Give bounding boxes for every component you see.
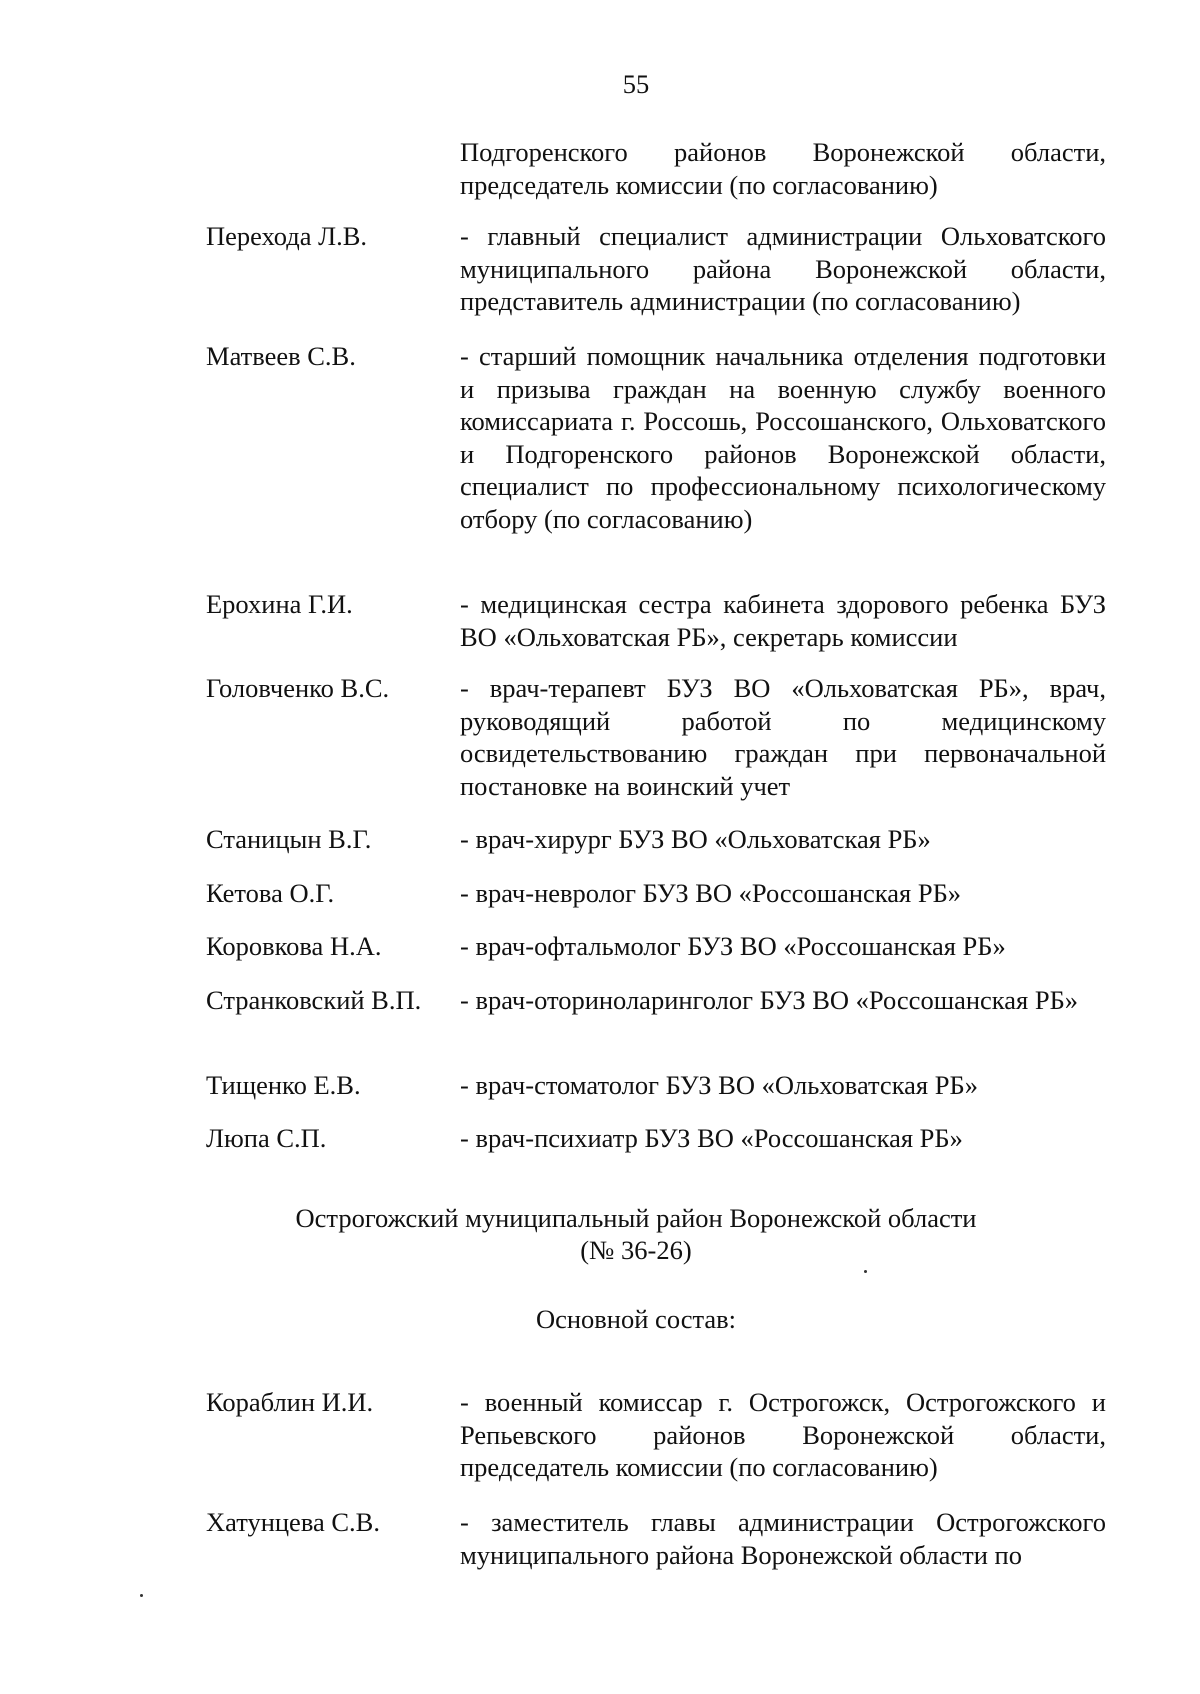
member-role: - врач-невролог БУЗ ВО «Россошанская РБ» (460, 878, 962, 908)
section-title: Острогожский муниципальный район Воронежской области (295, 1203, 977, 1233)
section-code: (№ 36-26) (580, 1235, 692, 1265)
member-name: Матвеев С.В. (206, 341, 356, 371)
member-name: Кораблин И.И. (206, 1387, 374, 1417)
member-name: Тищенко Е.В. (206, 1070, 361, 1100)
member-role: - главный специалист администрации Ольховатского муниципального района Воронежской области, представитель администрации (по согласованию) (460, 221, 1106, 316)
member-role: - врач-психиатр БУЗ ВО «Россошанская РБ» (460, 1123, 963, 1153)
intro-text: Подгоренского районов Воронежской области, председатель комиссии (по согласованию) (460, 137, 1106, 200)
member-name: Люпа С.П. (206, 1123, 327, 1153)
scan-speck (140, 1594, 143, 1597)
member-role: - медицинская сестра кабинета здорового ребенка БУЗ ВО «Ольховатская РБ», секретарь комиссии (460, 589, 1106, 652)
member-name: Головченко В.С. (206, 673, 390, 703)
page-number: 55 (622, 69, 650, 99)
member-role: - врач-офтальмолог БУЗ ВО «Россошанская РБ» (460, 931, 1006, 961)
member-role: - старший помощник начальника отделения подготовки и призыва граждан на военную службу военного комиссариата г. Россошь, Россошанского, Ольховатского и Подгоренского районов Воронежской области, специалист по профессиональному психологическому отбору (по согласованию) (460, 341, 1106, 534)
scan-speck (864, 1270, 867, 1273)
member-name: Перехода Л.В. (206, 221, 368, 251)
member-role: - заместитель главы администрации Острогожского муниципального района Воронежской области по (460, 1507, 1106, 1570)
member-role: - врач-терапевт БУЗ ВО «Ольховатская РБ», врач, руководящий работой по медицинскому освидетельствованию граждан при первоначальной постановке на воинский учет (460, 673, 1106, 801)
member-role: - врач-оториноларинголог БУЗ ВО «Россошанская РБ» (460, 985, 1079, 1015)
member-name: Ерохина Г.И. (206, 589, 353, 619)
member-name: Кетова О.Г. (206, 878, 335, 908)
member-role: - врач-хирург БУЗ ВО «Ольховатская РБ» (460, 824, 931, 854)
member-name: Коровкова Н.А. (206, 931, 382, 961)
member-name: Странковский В.П. (206, 985, 422, 1015)
member-role: - военный комиссар г. Острогожск, Острогожского и Репьевского районов Воронежской области, председатель комиссии (по согласованию) (460, 1387, 1106, 1482)
member-role: - врач-стоматолог БУЗ ВО «Ольховатская РБ» (460, 1070, 978, 1100)
member-name: Станицын В.Г. (206, 824, 372, 854)
member-name: Хатунцева С.В. (206, 1507, 380, 1537)
section-subtitle: Основной состав: (535, 1304, 737, 1334)
